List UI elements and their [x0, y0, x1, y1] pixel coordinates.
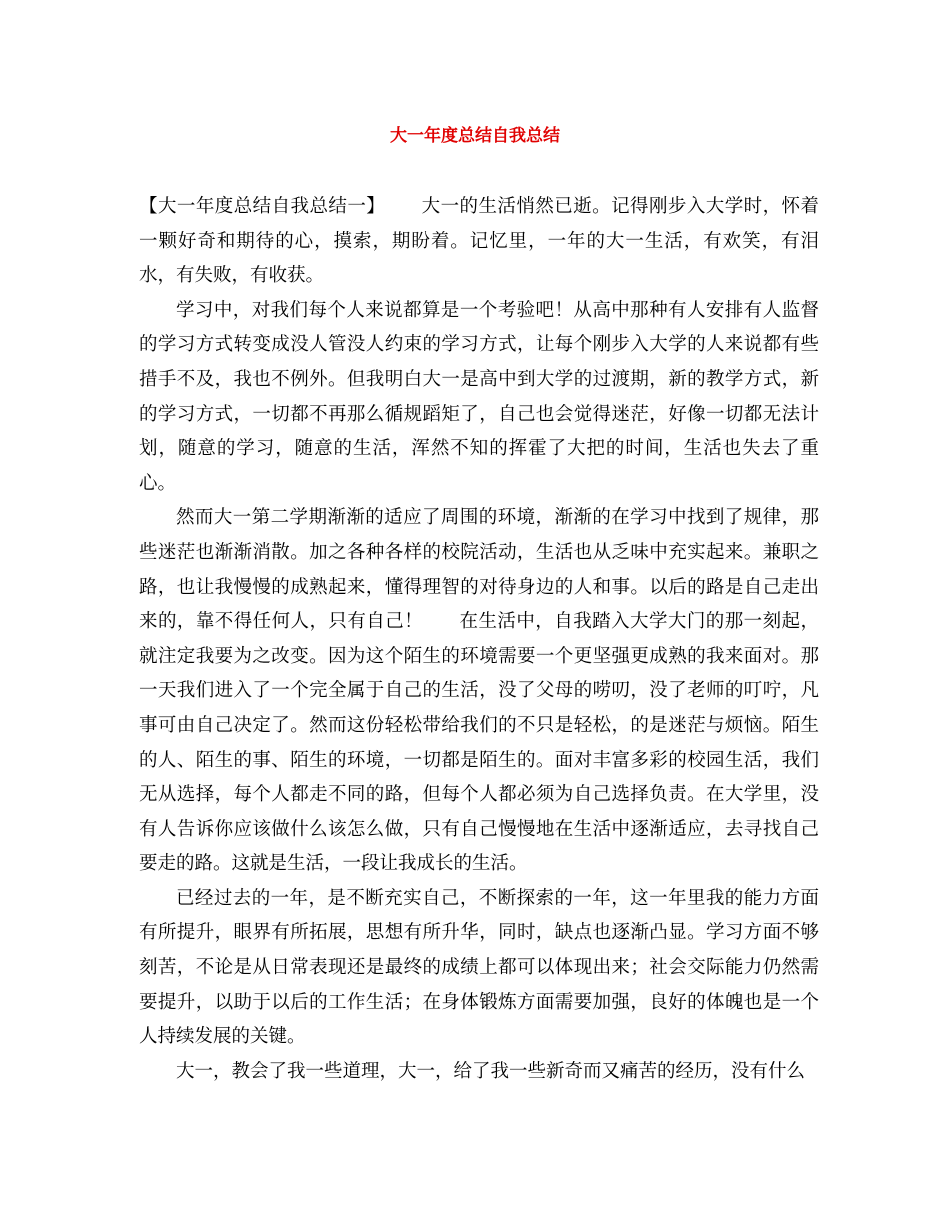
paragraph-1 — [139, 190, 819, 294]
document-body — [139, 190, 819, 1089]
document-title: 大一年度总结自我总结 — [390, 126, 560, 146]
paragraph-3-text: 然而大一第二学期渐渐的适应了周围的环境，渐渐的在学习中找到了规律，那些迷茫也渐渐消散。加之各种各样的校院活动，生活也从乏味中充实起来。兼职之路，也让我慢慢的成熟起来，懂得理智的对待身边的人和事。以后的路是自己走出来的，靠不得任何人，只有自己！ — [139, 507, 819, 633]
section-heading: 【大一年度总结自我总结一】 — [139, 196, 386, 217]
paragraph-1-text: 大一的生活悄然已逝。记得刚步入大学时，怀着一颗好奇和期待的心，摸索，期盼着。记忆里，一年的大一生活，有欢笑，有泪水，有失败，有收获。 — [139, 196, 819, 287]
paragraph-5: 大一，教会了我一些道理，大一，给了我一些新奇而又痛苦的经历，没有什么 — [176, 1060, 806, 1082]
paragraph-2: 学习中，对我们每个人来说都算是一个考验吧！从高中那种有人安排有人监督的学习方式转变成没人管没人约束的学习方式，让每个刚步入大学的人来说都有些措手不及，我也不例外。但我明白大一是高中到大学的过渡期，新的教学方式，新的学习方式，一切都不再那么循规蹈矩了，自己也会觉得迷茫，好像一切都无法计划，随意的学习，随意的生活，浑然不知的挥霍了大把的时间，生活也失去了重心。 — [139, 299, 819, 494]
paragraph-3 — [139, 501, 819, 882]
paragraph-4: 已经过去的一年，是不断充实自己，不断探索的一年，这一年里我的能力方面有所提升，眼界有所拓展，思想有所升华，同时，缺点也逐渐凸显。学习方面不够刻苦，不论是从日常表现还是最终的成绩上都可以体现出来；社会交际能力仍然需要提升，以助于以后的工作生活；在身体锻炼方面需要加强，良好的体魄也是一个人持续发展的关键。 — [139, 887, 819, 1048]
paragraph-3-text-continued: 在生活中，自我踏入大学大门的那一刻起，就注定我要为之改变。因为这个陌生的环境需要一个更坚强更成熟的我来面对。那一天我们进入了一个完全属于自己的生活，没了父母的唠叨，没了老师的叮咛，凡事可由自己决定了。然而这份轻松带给我们的不只是轻松，的是迷茫与烦恼。陌生的人、陌生的事、陌生的环境，一切都是陌生的。面对丰富多彩的校园生活，我们无从选择，每个人都走不同的路，但每个人都必须为自己选择负责。在大学里，没有人告诉你应该做什么该怎么做，只有自己慢慢地在生活中逐渐适应，去寻找自己要走的路。这就是生活，一段让我成长的生活。 — [139, 611, 819, 875]
